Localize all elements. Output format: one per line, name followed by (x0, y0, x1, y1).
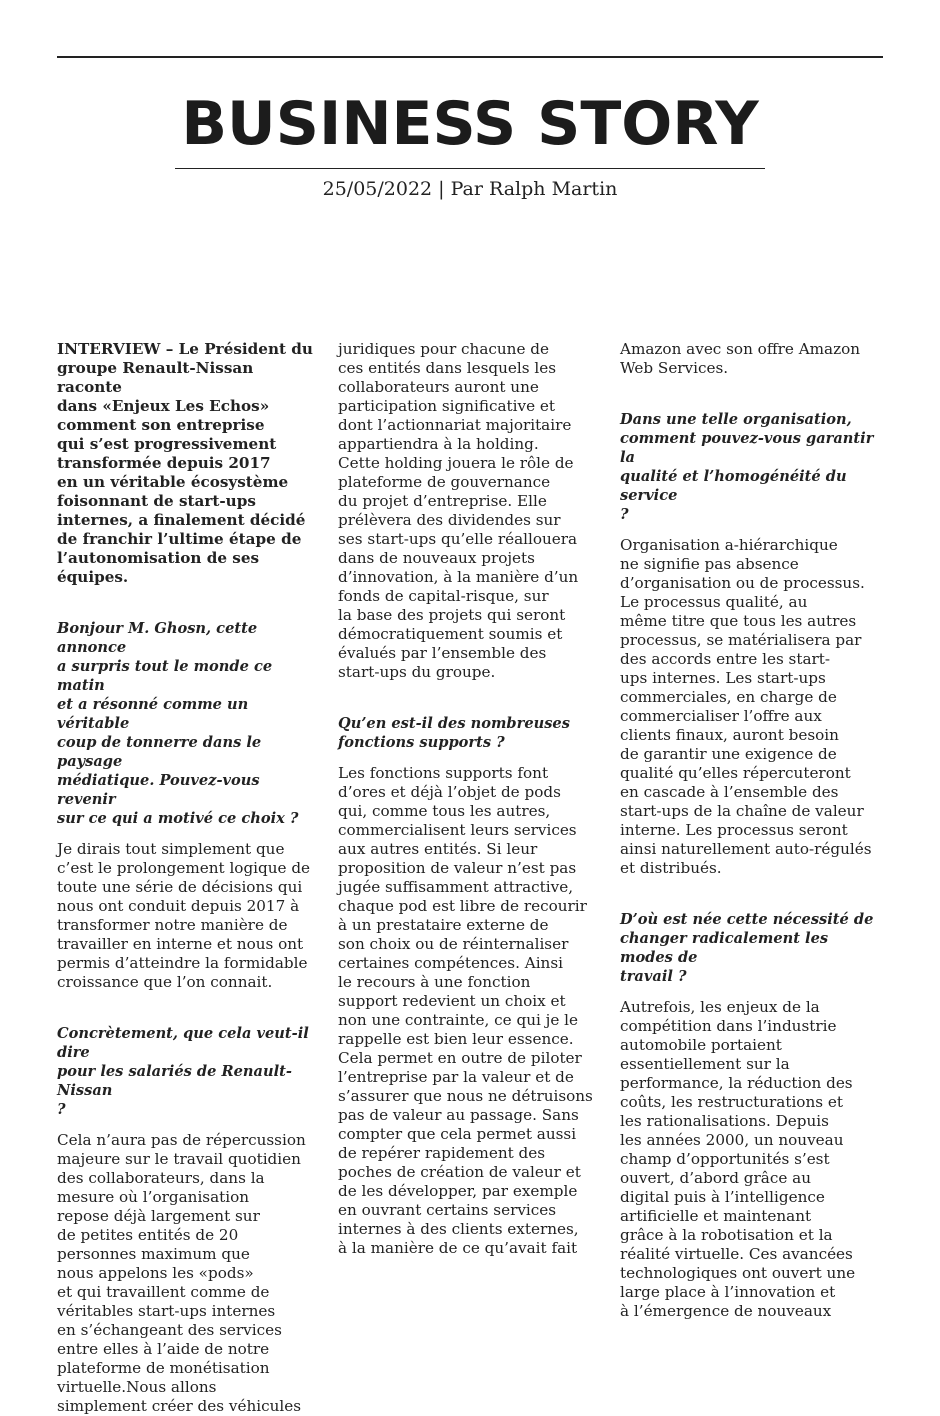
answer-1: Je dirais tout simplement que c’est le prolongement logique de toute une série de décisions qui nous ont conduit depuis 2017 à transformer notre manière de travailler en interne et nous ont permis d’atteindre la formidable croissance que l’on connait. (57, 840, 311, 991)
answer-5: Autrefois, les enjeux de la compétition dans l’industrie automobile portaient essentiellement sur la performance, la réduction des coûts, les restructurations et les rationalisations. Depuis les années 2000, un nouveau champ d’opportunités s’est ouvert, d’abord grâce au digital puis à l’intelligence artificielle et maintenant grâce à la robotisation et la réalité virtuelle. Ces avancées technologiques ont ouvert une large place à l’innovation et à l’émergence de nouveaux (620, 998, 856, 1320)
question-1: Bonjour M. Ghosn, cette annonce a surpris tout le monde ce matin et a résonné comme un véritable coup de tonnerre dans le paysage médiatique. Pouvez-vous revenir sur ce qui a motivé ce choix ? (57, 620, 299, 827)
answer-3-continued: Amazon avec son offre Amazon Web Services. (620, 340, 861, 377)
page-title: BUSINESS STORY (181, 89, 759, 159)
lead-paragraph: INTERVIEW – Le Président du groupe Renault-Nissan raconte dans «Enjeux Les Echos» comment son entreprise qui s’est progressivement transformée depuis 2017 en un véritable écosystème foisonnant de start-ups internes, a finalement décidé de franchir l’ultime étape de l’autonomisation de ses équipes. (57, 340, 313, 586)
answer-4: Organisation a-hiérarchique ne signifie pas absence d’organisation ou de processus. Le processus qualité, au même titre que tous les autres processus, se matérialisera par des accords entre les start- ups internes. Les start-ups commerciales, en charge de commercialiser l’offre aux clients finaux, auront besoin de garantir une exigence de qualité qu’elles répercuteront en cascade à l’ensemble des start-ups de la chaîne de valeur interne. Les processus seront ainsi naturellement auto-régulés et distribués. (620, 536, 872, 877)
answer-3: Les fonctions supports font d’ores et déjà l’objet de pods qui, comme tous les autres, commercialisent leurs services aux autres entités. Si leur proposition de valeur n’est pas jugée suffisamment attractive, chaque pod est libre de recourir à un prestataire externe de son choix ou de réinternaliser certaines compétences. Ainsi le recours à une fonction support redevient un choix et non une contrainte, ce qui je le rappelle est bien leur essence. Cela permet en outre de piloter l’entreprise par la valeur et de s’assurer que nous ne détruisons pas de valeur au passage. Sans compter que cela permet aussi de repérer rapidement des poches de création de valeur et de les développer, par exemple en ouvrant certains services internes à des clients externes, à la manière de ce qu’avait fait (338, 764, 593, 1257)
article-column-2 (338, 340, 604, 1258)
question-4: Dans une telle organisation, comment pouvez-vous garantir la qualité et l’homogénéité du service ? (620, 411, 874, 523)
answer-2-continued: juridiques pour chacune de ces entités dans lesquels les collaborateurs auront une participation significative et dont l’actionnariat majoritaire appartiendra à la holding. Cette holding jouera le rôle de plateforme de gouvernance du projet d’entreprise. Elle prélèvera des dividendes sur ses start-ups qu’elle réallouera dans de nouveaux projets d’innovation, à la manière d’un fonds de capital-risque, sur la base des projets qui seront démocratiquement soumis et évalués par l’ensemble des start-ups du groupe. (338, 340, 579, 681)
question-3: Qu’en est-il des nombreuses fonctions supports ? (338, 715, 570, 751)
top-rule (57, 56, 883, 58)
title-rule (175, 168, 765, 169)
question-2: Concrètement, que cela veut-il dire pour les salariés de Renault-Nissan ? (57, 1025, 309, 1118)
byline: 25/05/2022 | Par Ralph Martin (322, 178, 618, 200)
answer-2: Cela n’aura pas de répercussion majeure sur le travail quotidien des collaborateurs, dans la mesure où l’organisation repose déjà largement sur de petites entités de 20 personnes maximum que nous appelons les «pods» et qui travaillent comme de véritables start-ups internes en s’échangeant des services entre elles à l’aide de notre plateforme de monétisation virtuelle.Nous allons simplement créer des véhicules (57, 1131, 306, 1415)
article-column-3 (620, 340, 886, 1321)
article-column-1 (57, 340, 323, 1416)
question-5: D’où est née cette nécessité de changer radicalement les modes de travail ? (620, 911, 874, 985)
